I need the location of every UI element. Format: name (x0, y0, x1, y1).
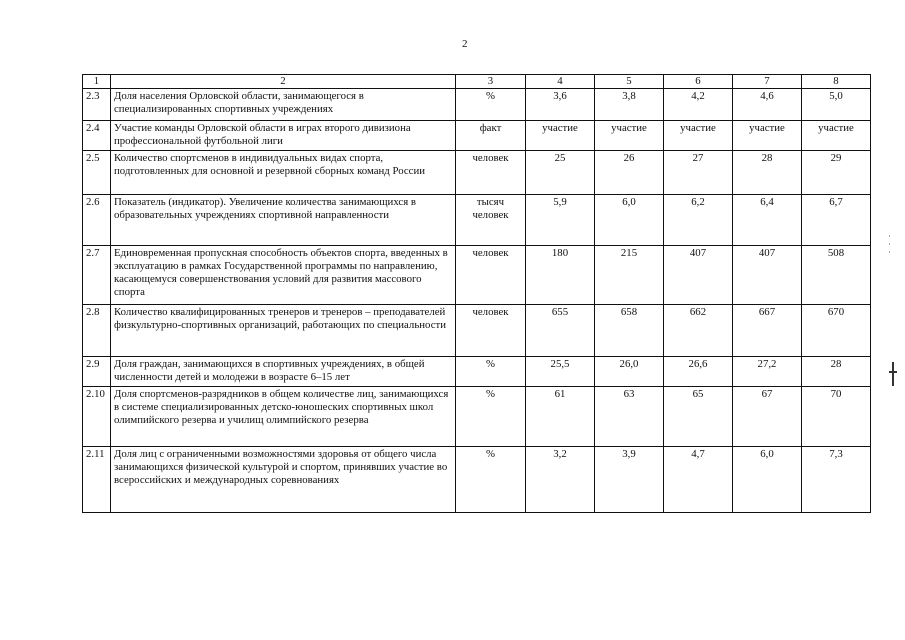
indicator-value: 508 (802, 246, 871, 305)
indicator-value: участие (802, 121, 871, 151)
table-row (83, 305, 871, 357)
column-header: 2 (111, 75, 456, 89)
indicator-value: 180 (526, 246, 595, 305)
indicator-value: 29 (802, 151, 871, 195)
indicator-value: 28 (802, 357, 871, 387)
row-number: 2.11 (83, 447, 111, 513)
indicator-value: 658 (595, 305, 664, 357)
indicator-value: 25 (526, 151, 595, 195)
row-number: 2.3 (83, 89, 111, 121)
indicator-value: 6,0 (733, 447, 802, 513)
unit-of-measure: человек (456, 246, 526, 305)
table-row (83, 89, 871, 121)
indicator-value: участие (595, 121, 664, 151)
row-number: 2.9 (83, 357, 111, 387)
column-header: 7 (733, 75, 802, 89)
indicator-value: 4,2 (664, 89, 733, 121)
table-body (83, 75, 871, 513)
column-header: 3 (456, 75, 526, 89)
indicator-value: 3,2 (526, 447, 595, 513)
unit-of-measure: человек (456, 151, 526, 195)
table-row (83, 121, 871, 151)
indicator-name: Показатель (индикатор). Увеличение количества занимающихся в образовательных учреждениях спортивной направленности (111, 195, 456, 246)
indicator-value: 667 (733, 305, 802, 357)
indicator-value: 61 (526, 387, 595, 447)
row-number: 2.10 (83, 387, 111, 447)
indicator-value: 215 (595, 246, 664, 305)
unit-of-measure: % (456, 357, 526, 387)
column-header: 5 (595, 75, 664, 89)
indicator-value: 662 (664, 305, 733, 357)
indicator-name: Доля лиц с ограниченными возможностями здоровья от общего числа занимающихся физической культурой и спортом, принявших участие во всероссийских и международных соревнованиях (111, 447, 456, 513)
unit-of-measure: % (456, 89, 526, 121)
unit-of-measure: % (456, 447, 526, 513)
indicator-value: 27 (664, 151, 733, 195)
indicator-value: участие (664, 121, 733, 151)
indicator-value: 26 (595, 151, 664, 195)
indicator-value: 3,6 (526, 89, 595, 121)
indicator-name: Доля населения Орловской области, занимающегося в специализированных спортивных учреждениях (111, 89, 456, 121)
row-number: 2.6 (83, 195, 111, 246)
table-row (83, 151, 871, 195)
table-row (83, 195, 871, 246)
row-number: 2.5 (83, 151, 111, 195)
unit-of-measure: % (456, 387, 526, 447)
row-number: 2.7 (83, 246, 111, 305)
indicator-value: 407 (664, 246, 733, 305)
indicator-value: 70 (802, 387, 871, 447)
indicator-value: 6,0 (595, 195, 664, 246)
column-header: 4 (526, 75, 595, 89)
column-header: 1 (83, 75, 111, 89)
indicator-value: 3,9 (595, 447, 664, 513)
table-row (83, 246, 871, 305)
margin-mark: · · · (888, 231, 891, 257)
indicator-value: 6,7 (802, 195, 871, 246)
row-number: 2.8 (83, 305, 111, 357)
margin-mark (888, 362, 898, 386)
indicator-value: 5,9 (526, 195, 595, 246)
column-header: 8 (802, 75, 871, 89)
header-row (83, 75, 871, 89)
indicator-value: 28 (733, 151, 802, 195)
indicator-value: 63 (595, 387, 664, 447)
indicator-value: 25,5 (526, 357, 595, 387)
indicator-value: участие (733, 121, 802, 151)
indicator-value: 407 (733, 246, 802, 305)
table-row (83, 447, 871, 513)
indicator-name: Участие команды Орловской области в играх второго дивизиона профессиональной футбольной лиги (111, 121, 456, 151)
row-number: 2.4 (83, 121, 111, 151)
indicator-name: Единовременная пропускная способность объектов спорта, введенных в эксплуатацию в рамках Государственной программы по направлению, касающемуся совершенствования условий для развития массового спорта (111, 246, 456, 305)
unit-of-measure: факт (456, 121, 526, 151)
indicators-table (82, 74, 871, 513)
indicator-value: 6,4 (733, 195, 802, 246)
indicator-value: 5,0 (802, 89, 871, 121)
table-row (83, 387, 871, 447)
indicator-value: 3,8 (595, 89, 664, 121)
indicator-value: 4,6 (733, 89, 802, 121)
indicator-value: 26,6 (664, 357, 733, 387)
indicator-value: 26,0 (595, 357, 664, 387)
column-header: 6 (664, 75, 733, 89)
indicator-value: участие (526, 121, 595, 151)
indicator-value: 6,2 (664, 195, 733, 246)
indicator-value: 670 (802, 305, 871, 357)
indicator-value: 7,3 (802, 447, 871, 513)
indicator-value: 67 (733, 387, 802, 447)
indicator-name: Доля граждан, занимающихся в спортивных учреждениях, в общей численности детей и молодежи в возрасте 6–15 лет (111, 357, 456, 387)
indicator-name: Доля спортсменов-разрядников в общем количестве лиц, занимающихся в системе специализированных детско-юношеских спортивных школ олимпийского резерва и училищ олимпийского резерва (111, 387, 456, 447)
indicator-name: Количество спортсменов в индивидуальных видах спорта, подготовленных для основной и резервной сборных команд России (111, 151, 456, 195)
indicator-value: 4,7 (664, 447, 733, 513)
unit-of-measure: тысяч человек (456, 195, 526, 246)
table-row (83, 357, 871, 387)
indicator-value: 65 (664, 387, 733, 447)
indicator-name: Количество квалифицированных тренеров и тренеров – преподавателей физкультурно-спортивных организаций, работающих по специальности (111, 305, 456, 357)
page-number: 2 (462, 38, 468, 50)
indicator-value: 27,2 (733, 357, 802, 387)
indicator-value: 655 (526, 305, 595, 357)
unit-of-measure: человек (456, 305, 526, 357)
